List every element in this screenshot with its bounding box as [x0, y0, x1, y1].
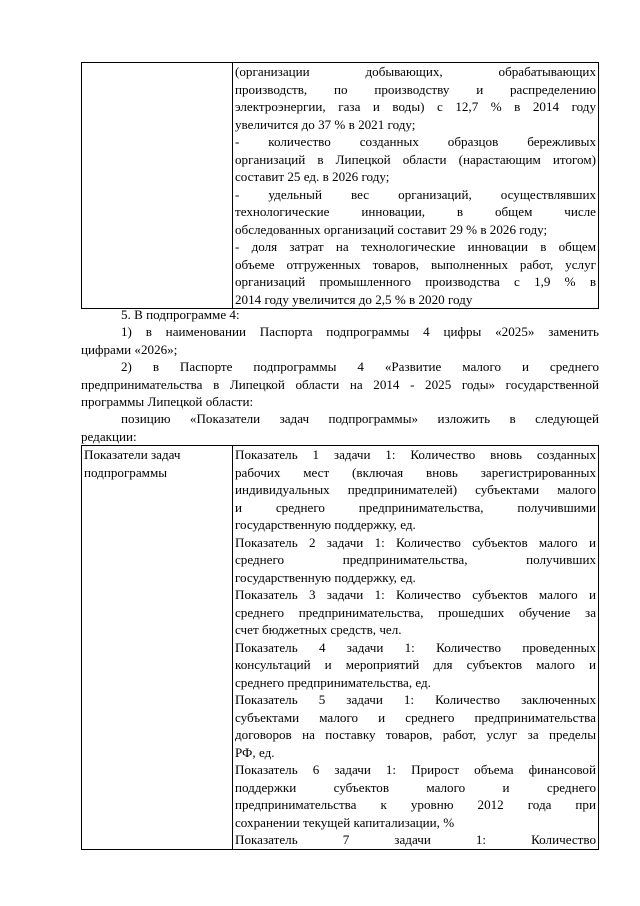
- paragraph-item-position: [81, 410, 599, 445]
- indicators-label: подпрограммы: [84, 464, 168, 480]
- text-line: цифрами «2026»;: [81, 341, 178, 357]
- text-line: организаций промышленного производства с 1,9 % в: [235, 274, 596, 289]
- text-line: Показатель 2 задачи 1: Количество субъектов малого и: [235, 534, 596, 550]
- text-line: составит 25 ед. в 2026 году;: [235, 169, 390, 184]
- text-line: Показатель 4 задачи 1: Количество проведенных: [235, 639, 596, 655]
- text-line: 5. В подпрограмме 4:: [121, 307, 240, 322]
- top-table-left-cell: [82, 63, 233, 309]
- text-line: Показатель 3 задачи 1: Количество субъектов малого и: [235, 587, 596, 602]
- top-table: [81, 62, 599, 309]
- text-line: обследованных организаций составит 29 % в 2026 году;: [235, 221, 548, 237]
- text-line: (организации добывающих, обрабатывающих: [235, 64, 596, 79]
- text-line: Показатель 1 задачи 1: Количество вновь созданных: [235, 447, 596, 462]
- text-line: консультаций и мероприятий для субъектов малого и: [235, 657, 596, 672]
- top-table-right-cell: [233, 63, 599, 309]
- text-line: технологические инновации, в общем числе: [235, 204, 596, 219]
- text-line: государственную поддержку, ед.: [235, 569, 416, 585]
- text-line: 1) в наименовании Паспорта подпрограммы 4 цифры «2025» заменить: [121, 324, 599, 339]
- text-line: предпринимательства к уровню 2012 года при: [235, 797, 596, 812]
- text-line: договоров на поставку товаров, работ, услуг за пределы: [235, 727, 596, 742]
- text-line: Показатель 6 задачи 1: Прирост объема финансовой: [235, 762, 596, 777]
- paragraph-item-2: [81, 358, 599, 411]
- text-line: электроэнергии, газа и воды) с 12,7 % в 2014 году: [235, 99, 596, 114]
- text-line: позицию «Показатели задач подпрограммы» изложить в следующей: [121, 411, 599, 426]
- indicators-content-cell: [233, 446, 599, 850]
- paragraph-item-5: [81, 306, 599, 324]
- text-line: субъектами малого и среднего предпринимательства: [235, 709, 596, 725]
- text-line: и среднего предпринимательства, получившими: [235, 499, 596, 515]
- text-line: поддержки субъектов малого и среднего: [235, 779, 596, 795]
- text-line: объеме отгруженных товаров, выполненных работ, услуг: [235, 256, 596, 272]
- text-line: - количество созданных образцов бережливых: [235, 134, 596, 149]
- text-line: РФ, ед.: [235, 744, 275, 760]
- text-line: предпринимательства в Липецкой области на 2014 - 2025 годы» государственной: [81, 376, 599, 392]
- text-line: Показатель 7 задачи 1: Количество: [235, 832, 596, 847]
- text-line: производств, по производству и распределению: [235, 81, 596, 97]
- text-line: 2014 году увеличится до 2,5 % в 2020 году: [235, 291, 473, 307]
- text-line: 2) в Паспорте подпрограммы 4 «Развитие малого и среднего: [121, 359, 599, 374]
- text-line: среднего предпринимательства, ед.: [235, 674, 431, 690]
- text-line: - удельный вес организаций, осуществлявших: [235, 186, 596, 202]
- text-line: Показатель 5 задачи 1: Количество заключенных: [235, 692, 596, 707]
- text-line: среднего предпринимательства, прошедших обучение за: [235, 604, 596, 620]
- text-line: рабочих мест (включая вновь зарегистрированных: [235, 464, 596, 480]
- text-line: сохранении текущей капитализации, %: [235, 814, 455, 830]
- paragraph-item-1: [81, 323, 599, 358]
- text-line: счет бюджетных средств, чел.: [235, 622, 402, 637]
- text-line: государственную поддержку, ед.: [235, 517, 416, 532]
- indicators-label-cell: [82, 446, 233, 850]
- text-line: увеличится до 37 % в 2021 году;: [235, 116, 416, 132]
- text-line: организаций в Липецкой области (нарастающим итогом): [235, 151, 596, 167]
- text-line: - доля затрат на технологические инновации в общем: [235, 239, 596, 254]
- text-line: редакции:: [81, 428, 137, 444]
- text-line: среднего предпринимательства, получивших: [235, 552, 596, 567]
- text-line: индивидуальных предпринимателей) субъектами малого: [235, 482, 596, 497]
- indicators-label: Показатели задач: [84, 447, 181, 462]
- indicators-table: [81, 445, 599, 850]
- text-line: программы Липецкой области:: [81, 394, 254, 409]
